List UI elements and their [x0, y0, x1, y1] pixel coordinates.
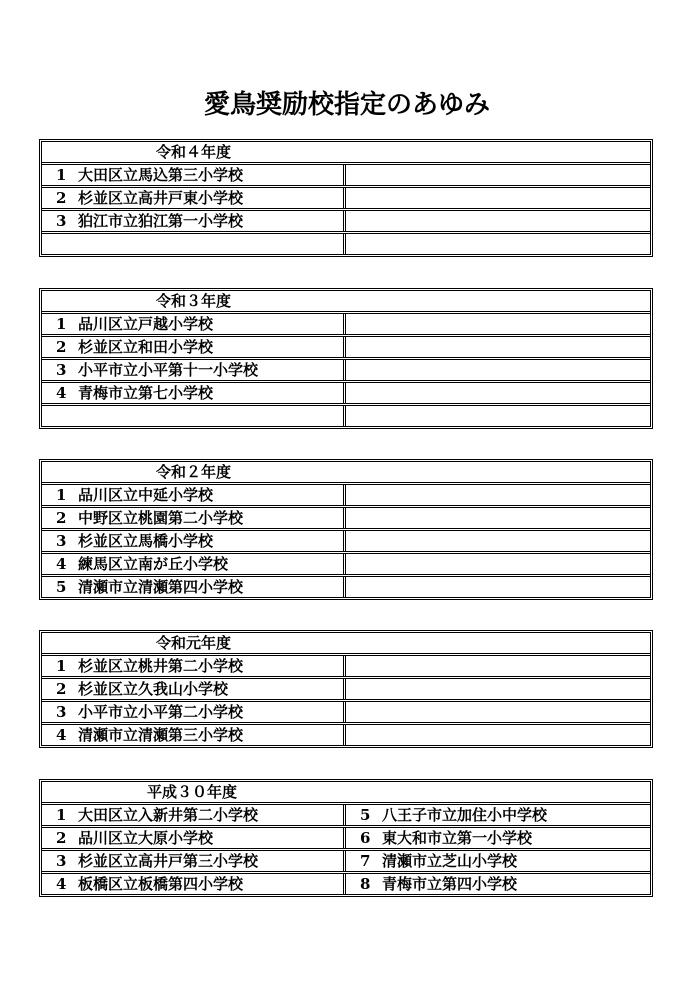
school-cell: [42, 337, 346, 357]
table-row: [42, 380, 650, 403]
table-row: [42, 208, 650, 231]
school-cell: [42, 577, 346, 597]
row-number: 1: [56, 315, 67, 333]
year-table-r2: [39, 459, 653, 600]
row-number: 2: [56, 829, 67, 847]
school-cell: [42, 211, 346, 231]
school-cell: [346, 508, 650, 528]
school-cell: [346, 188, 650, 208]
school-name: 大田区立入新井第二小学校: [78, 806, 259, 824]
school-name: 清瀬市立清瀬第四小学校: [78, 578, 244, 596]
school-cell: [42, 531, 346, 551]
school-cell: [346, 383, 650, 403]
school-name: 東大和市立第一小学校: [382, 829, 533, 847]
table-row: [42, 528, 650, 551]
school-name: 清瀬市立清瀬第三小学校: [78, 726, 244, 744]
row-number: 7: [360, 852, 371, 870]
school-cell: [42, 851, 346, 871]
row-number: 5: [56, 578, 67, 596]
school-name: 大田区立馬込第三小学校: [78, 166, 244, 184]
table-row: [42, 505, 650, 528]
row-number: 4: [56, 875, 67, 893]
table-row: [42, 805, 650, 825]
school-name: 杉並区立和田小学校: [78, 338, 214, 356]
school-cell: [346, 485, 650, 505]
table-row: [42, 334, 650, 357]
school-name: 小平市立小平第二小学校: [78, 703, 244, 721]
table-row: [42, 825, 650, 848]
row-number: 3: [56, 361, 67, 379]
row-number: 1: [56, 806, 67, 824]
school-cell: [346, 725, 650, 745]
school-cell: [346, 679, 650, 699]
school-name: 練馬区立南が丘小学校: [78, 555, 229, 573]
school-cell: [346, 360, 650, 380]
school-name: 品川区立大原小学校: [78, 829, 214, 847]
table-row: [42, 871, 650, 894]
school-name: 杉並区立桃井第二小学校: [78, 657, 244, 675]
table-row: [42, 485, 650, 505]
school-cell: [42, 383, 346, 403]
school-name: 狛江市立狛江第一小学校: [78, 212, 244, 230]
row-number: 6: [360, 829, 371, 847]
school-cell: [346, 805, 650, 825]
school-cell: [42, 508, 346, 528]
page-title: 愛鳥奨励校指定のあゆみ: [203, 90, 490, 120]
row-number: 2: [56, 338, 67, 356]
row-number: 3: [56, 532, 67, 550]
school-cell: [42, 702, 346, 722]
row-number: 1: [56, 657, 67, 675]
year-header: 令和３年度: [42, 291, 650, 314]
school-cell: [346, 165, 650, 185]
table-row: [42, 656, 650, 676]
school-cell: [346, 211, 650, 231]
table-row: [42, 699, 650, 722]
school-cell: [346, 234, 650, 254]
school-cell: [42, 554, 346, 574]
school-cell: [42, 234, 346, 254]
school-name: 八王子市立加住小中学校: [382, 806, 548, 824]
year-header: 令和元年度: [42, 633, 650, 656]
table-row: [42, 403, 650, 426]
school-cell: [42, 314, 346, 334]
school-cell: [346, 656, 650, 676]
school-cell: [346, 314, 650, 334]
row-number: 8: [360, 875, 371, 893]
school-cell: [42, 406, 346, 426]
school-cell: [346, 851, 650, 871]
year-header: 令和２年度: [42, 462, 650, 485]
table-row: [42, 314, 650, 334]
school-name: 中野区立桃園第二小学校: [78, 509, 244, 527]
table-row: [42, 574, 650, 597]
school-name: 杉並区立馬橋小学校: [78, 532, 214, 550]
year-header: 平成３０年度: [42, 782, 650, 805]
table-row: [42, 165, 650, 185]
year-header: 令和４年度: [42, 142, 650, 165]
school-name: 杉並区立高井戸第三小学校: [78, 852, 259, 870]
school-cell: [42, 188, 346, 208]
table-row: [42, 676, 650, 699]
school-cell: [42, 485, 346, 505]
school-cell: [42, 165, 346, 185]
school-cell: [346, 577, 650, 597]
row-number: 2: [56, 189, 67, 207]
table-row: [42, 722, 650, 745]
school-name: 品川区立戸越小学校: [78, 315, 214, 333]
row-number: 5: [360, 806, 371, 824]
school-name: 杉並区立久我山小学校: [78, 680, 229, 698]
table-row: [42, 357, 650, 380]
row-number: 4: [56, 384, 67, 402]
school-name: 品川区立中延小学校: [78, 486, 214, 504]
school-cell: [346, 554, 650, 574]
year-table-h30: [39, 779, 653, 897]
table-row: [42, 848, 650, 871]
school-cell: [346, 702, 650, 722]
table-row: [42, 551, 650, 574]
row-number: 1: [56, 486, 67, 504]
table-row: [42, 231, 650, 254]
school-cell: [42, 360, 346, 380]
school-name: 板橋区立板橋第四小学校: [78, 875, 244, 893]
school-cell: [42, 725, 346, 745]
row-number: 2: [56, 509, 67, 527]
school-cell: [42, 805, 346, 825]
school-cell: [346, 406, 650, 426]
school-cell: [346, 531, 650, 551]
year-table-r4: [39, 139, 653, 257]
row-number: 3: [56, 212, 67, 230]
school-cell: [42, 679, 346, 699]
row-number: 3: [56, 703, 67, 721]
school-name: 清瀬市立芝山小学校: [382, 852, 518, 870]
school-cell: [42, 656, 346, 676]
row-number: 3: [56, 852, 67, 870]
year-table-r3: [39, 288, 653, 429]
table-row: [42, 185, 650, 208]
school-cell: [346, 874, 650, 894]
school-name: 杉並区立高井戸東小学校: [78, 189, 244, 207]
row-number: 2: [56, 680, 67, 698]
row-number: 4: [56, 726, 67, 744]
year-table-r1: [39, 630, 653, 748]
school-cell: [346, 828, 650, 848]
school-name: 小平市立小平第十一小学校: [78, 361, 259, 379]
row-number: 1: [56, 166, 67, 184]
school-name: 青梅市立第四小学校: [382, 875, 518, 893]
school-name: 青梅市立第七小学校: [78, 384, 214, 402]
school-cell: [42, 874, 346, 894]
row-number: 4: [56, 555, 67, 573]
school-cell: [346, 337, 650, 357]
school-cell: [42, 828, 346, 848]
